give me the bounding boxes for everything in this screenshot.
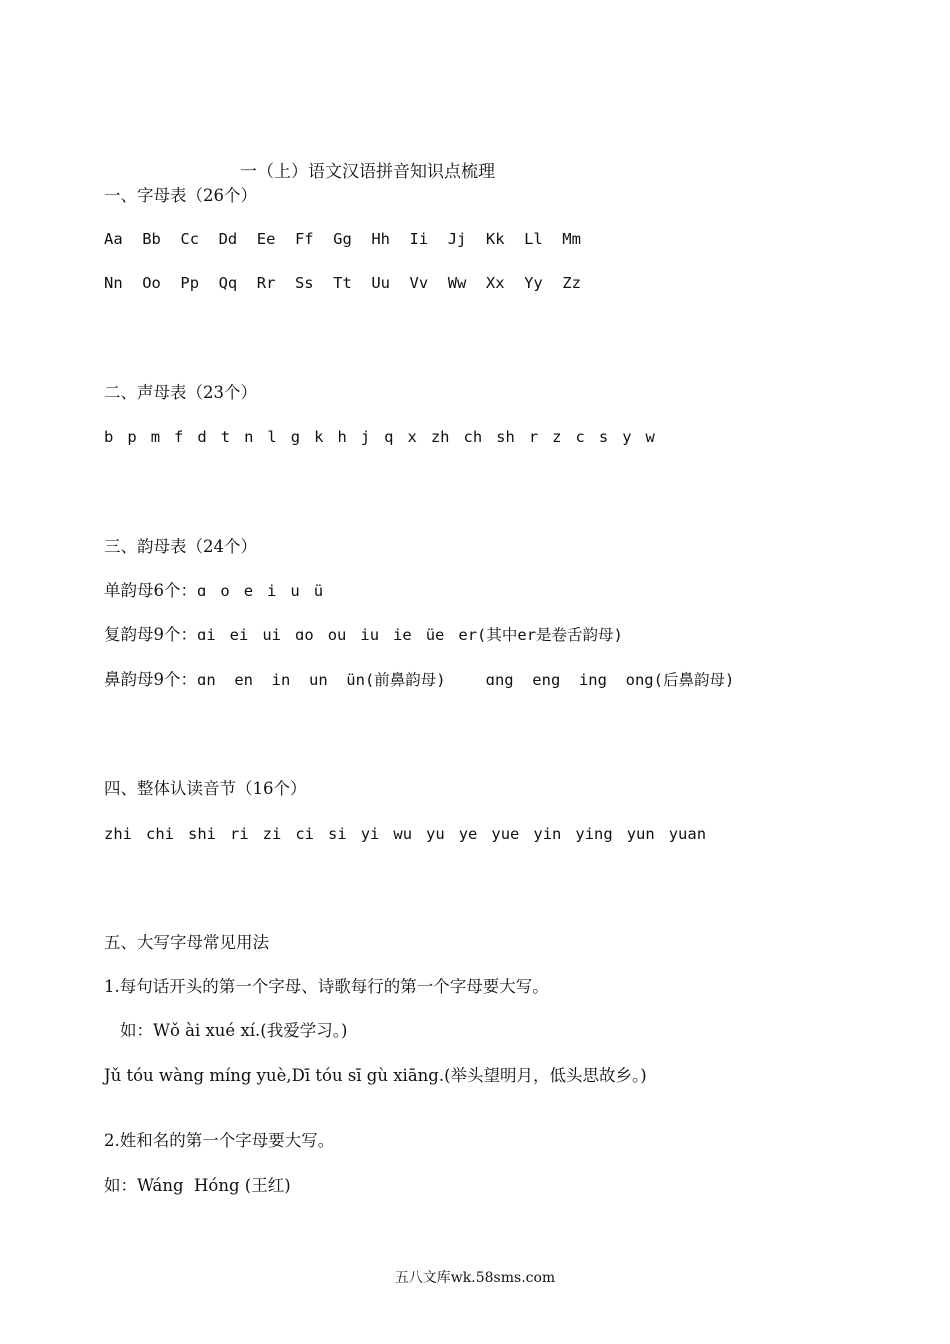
- single-finals-label: 单韵母6个：: [104, 581, 197, 600]
- final: ɑ: [197, 582, 207, 600]
- syllable: zi: [262, 825, 282, 843]
- final: er(其中er是卷舌韵母): [458, 626, 623, 644]
- syllable: yue: [491, 825, 520, 843]
- final: u: [290, 582, 300, 600]
- section-heading-capitals: 五、大写字母常见用法: [104, 933, 269, 952]
- syllable: yu: [426, 825, 445, 843]
- syllable: wu: [393, 825, 413, 843]
- letter-pair: Tt: [333, 274, 352, 292]
- syllable: zhi: [104, 825, 132, 843]
- letter-pair: Rr: [256, 274, 276, 292]
- front-nasal-finals: ɑn en in un ün(前鼻韵母): [197, 671, 446, 689]
- initial: p: [127, 428, 137, 446]
- syllable: chi: [146, 825, 174, 843]
- final: iu: [360, 626, 380, 644]
- final: ou: [327, 626, 347, 644]
- letter-pair: Ff: [294, 230, 314, 248]
- page-title: 一（上）语文汉语拼音知识点梳理: [240, 162, 495, 182]
- compound-finals-row: [104, 623, 637, 647]
- initial: d: [197, 428, 207, 446]
- final: ui: [262, 626, 282, 644]
- letter-pair: Jj: [447, 230, 467, 248]
- letter-pair: Nn: [104, 274, 123, 292]
- letter-pair: Ss: [294, 274, 314, 292]
- letter-pair: Gg: [333, 230, 352, 248]
- syllable: ying: [575, 825, 613, 843]
- letter-pair: Dd: [218, 230, 238, 248]
- final: ɑo: [295, 626, 314, 644]
- back-nasal-finals: ɑng eng ing ong(后鼻韵母): [485, 671, 735, 689]
- single-finals-row: [104, 579, 337, 603]
- final: e: [243, 582, 254, 600]
- initial: zh: [430, 428, 450, 446]
- letter-pair: Qq: [218, 274, 238, 292]
- syllable: ye: [458, 825, 478, 843]
- initial: m: [150, 428, 161, 446]
- section-heading-whole-syllables: 四、整体认读音节（16个）: [104, 779, 307, 798]
- letter-pair: Uu: [371, 274, 390, 292]
- initial: g: [290, 428, 301, 446]
- letter-pair: Hh: [371, 230, 390, 248]
- initial: sh: [496, 428, 515, 446]
- whole-syllables-list: [104, 822, 720, 846]
- initial: l: [267, 428, 277, 446]
- syllable: yi: [360, 825, 380, 843]
- initial: c: [575, 428, 585, 446]
- syllable: ci: [295, 825, 315, 843]
- initial: y: [622, 428, 632, 446]
- letter-pair: Cc: [180, 230, 200, 248]
- initial: b: [104, 428, 114, 446]
- letter-pair: Ee: [256, 230, 276, 248]
- alphabet-row-2: [104, 271, 600, 295]
- syllable: ri: [230, 825, 249, 843]
- syllable: yin: [533, 825, 562, 843]
- final: ü: [313, 582, 324, 600]
- letter-pair: Zz: [562, 274, 581, 292]
- capital-example-2: Jǔ tóu wàng míng yuè,Dī tóu sī gù xiāng.(举头望明月，低头思故乡。): [104, 1066, 647, 1085]
- final: üe: [425, 626, 445, 644]
- letter-pair: Vv: [409, 274, 429, 292]
- initial: t: [220, 428, 231, 446]
- compound-finals-label: 复韵母9个：: [104, 625, 197, 644]
- syllable: si: [328, 825, 347, 843]
- letter-pair: Oo: [142, 274, 161, 292]
- capital-example-3: 如：Wáng Hóng (王红): [104, 1176, 291, 1195]
- letter-pair: Ll: [524, 230, 543, 248]
- alphabet-row-1: [104, 227, 600, 251]
- section-heading-alphabet: 一、字母表（26个）: [104, 186, 257, 205]
- syllable: yuan: [668, 825, 707, 843]
- initial: f: [174, 428, 184, 446]
- initial: h: [337, 428, 347, 446]
- initial: k: [314, 428, 324, 446]
- letter-pair: Aa: [104, 230, 123, 248]
- initial: j: [360, 428, 371, 446]
- letter-pair: Xx: [485, 274, 505, 292]
- final: ei: [229, 626, 249, 644]
- letter-pair: Ii: [409, 230, 429, 248]
- nasal-finals-row: [104, 668, 734, 692]
- section-heading-finals: 三、韵母表（24个）: [104, 537, 257, 556]
- syllable: shi: [188, 825, 216, 843]
- final: ɑi: [197, 626, 216, 644]
- section-heading-initials: 二、声母表（23个）: [104, 383, 257, 402]
- initial: ch: [463, 428, 483, 446]
- letter-pair: Mm: [562, 230, 581, 248]
- final: o: [220, 582, 230, 600]
- capital-rule-1: 1.每句话开头的第一个字母、诗歌每行的第一个字母要大写。: [104, 977, 549, 996]
- capital-rule-2: 2.姓和名的第一个字母要大写。: [104, 1131, 335, 1150]
- letter-pair: Kk: [485, 230, 505, 248]
- initials-list: [104, 425, 669, 449]
- final: ie: [393, 626, 412, 644]
- initial: q: [384, 428, 394, 446]
- letter-pair: Bb: [142, 230, 161, 248]
- final: i: [267, 582, 277, 600]
- initial: s: [598, 428, 609, 446]
- initial: n: [244, 428, 254, 446]
- initial: r: [528, 428, 539, 446]
- letter-pair: Pp: [180, 274, 200, 292]
- letter-pair: Ww: [447, 274, 467, 292]
- nasal-finals-label: 鼻韵母9个：: [104, 670, 197, 689]
- letter-pair: Yy: [524, 274, 543, 292]
- initial: x: [407, 428, 417, 446]
- initial: z: [552, 428, 562, 446]
- capital-example-1: 如：Wǒ ài xué xí.(我爱学习。): [120, 1021, 348, 1040]
- footer-watermark: 五八文库wk.58sms.com: [394, 1270, 556, 1286]
- syllable: yun: [626, 825, 655, 843]
- initial: w: [645, 428, 655, 446]
